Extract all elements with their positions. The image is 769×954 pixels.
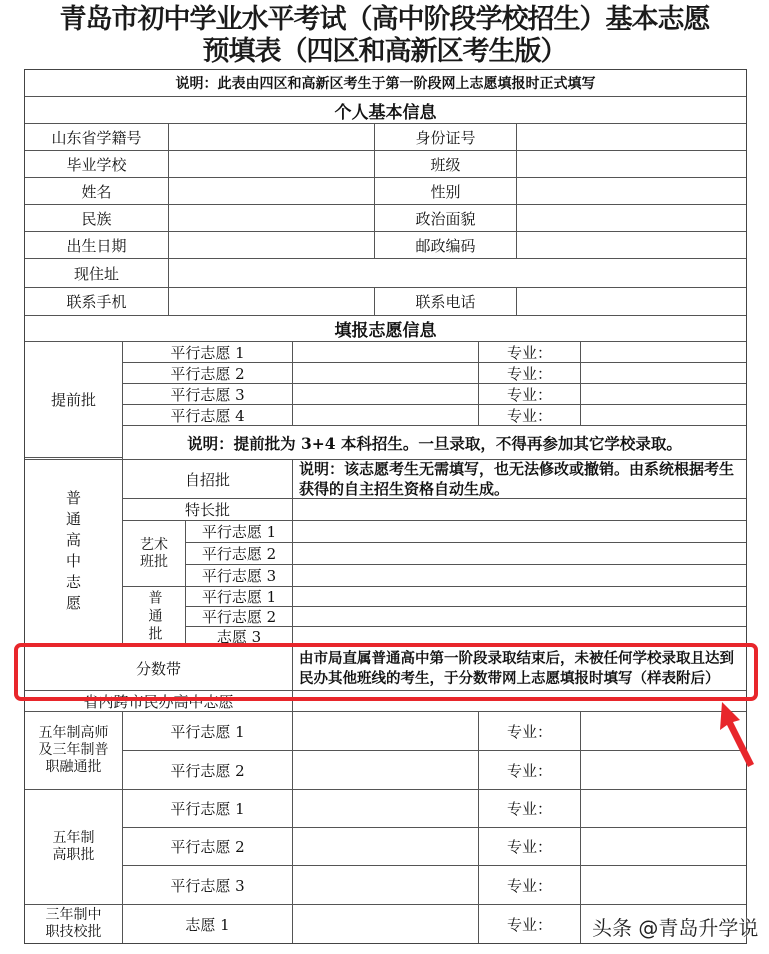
- art-choice-3-label: 平行志愿 3: [185, 564, 293, 587]
- label-mobile: 联系手机: [24, 287, 169, 316]
- label-birth-date: 出生日期: [24, 231, 169, 259]
- label-address: 现住址: [24, 258, 169, 288]
- label-political-status: 政治面貌: [374, 204, 517, 232]
- five-year-voc-choice-2-major-field[interactable]: [580, 827, 747, 866]
- five-year-voc-choice-2-major-label: 专业：: [478, 827, 581, 866]
- early-choice-4-major-label: 专业：: [478, 404, 581, 426]
- five-year-normal-label: 五年制高师及三年制普职融通批: [24, 711, 123, 790]
- five-year-voc-choice-3-major-label: 专业：: [478, 865, 581, 905]
- five-year-normal-choice-1-label: 平行志愿 1: [122, 711, 293, 751]
- regular-choice-2-label: 平行志愿 2: [185, 606, 293, 627]
- regular-batch-label-text: 普通批: [146, 589, 163, 644]
- field-gender[interactable]: [516, 177, 747, 205]
- art-choice-1-label: 平行志愿 1: [185, 520, 293, 543]
- score-band-highlight-box: [14, 643, 758, 701]
- five-year-normal-choice-1-field[interactable]: [292, 711, 479, 751]
- field-student-id[interactable]: [168, 123, 375, 151]
- self-enroll-label: 自招批: [122, 459, 293, 499]
- field-mobile[interactable]: [168, 287, 375, 316]
- five-year-voc-choice-2-field[interactable]: [292, 827, 479, 866]
- early-choice-1-field[interactable]: [292, 341, 479, 363]
- five-year-voc-choice-3-major-field[interactable]: [580, 865, 747, 905]
- five-year-voc-choice-1-label: 平行志愿 1: [122, 789, 293, 828]
- regular-choice-1-label: 平行志愿 1: [185, 586, 293, 607]
- five-year-voc-choice-1-field[interactable]: [292, 789, 479, 828]
- regular-choice-3-label: 志愿 3: [185, 626, 293, 647]
- score-band-label: 分数带: [24, 646, 293, 691]
- three-year-voc-choice-1-field[interactable]: [292, 904, 479, 944]
- form-title-line1: 青岛市初中学业水平考试（高中阶段学校招生）基本志愿: [59, 4, 710, 35]
- early-choice-2-major-field[interactable]: [580, 362, 747, 384]
- art-choice-1-field[interactable]: [292, 520, 747, 543]
- label-ethnicity: 民族: [24, 204, 169, 232]
- five-year-voc-choice-1-major-field[interactable]: [580, 789, 747, 828]
- label-student-id: 山东省学籍号: [24, 123, 169, 151]
- general-high-school-label-text: 普通高中志愿: [64, 490, 82, 616]
- early-choice-3-major-field[interactable]: [580, 383, 747, 405]
- label-postal-code: 邮政编码: [374, 231, 517, 259]
- five-year-voc-choice-1-major-label: 专业：: [478, 789, 581, 828]
- specialty-label: 特长批: [122, 498, 293, 521]
- early-choice-2-major-label: 专业：: [478, 362, 581, 384]
- early-choice-2-label: 平行志愿 2: [122, 362, 293, 384]
- red-arrow-icon: [712, 700, 762, 770]
- label-name: 姓名: [24, 177, 169, 205]
- label-school: 毕业学校: [24, 150, 169, 178]
- early-choice-3-field[interactable]: [292, 383, 479, 405]
- regular-batch-label: [122, 586, 186, 647]
- field-id-card[interactable]: [516, 123, 747, 151]
- label-gender: 性别: [374, 177, 517, 205]
- five-year-normal-choice-2-field[interactable]: [292, 750, 479, 790]
- three-year-voc-choice-1-label: 志愿 1: [122, 904, 293, 944]
- label-phone: 联系电话: [374, 287, 517, 316]
- field-political-status[interactable]: [516, 204, 747, 232]
- art-choice-3-field[interactable]: [292, 564, 747, 587]
- early-choice-1-label: 平行志愿 1: [122, 341, 293, 363]
- early-choice-3-label: 平行志愿 3: [122, 383, 293, 405]
- regular-choice-2-field[interactable]: [292, 606, 747, 627]
- five-year-normal-choice-2-major-label: 专业：: [478, 750, 581, 790]
- early-choice-1-major-label: 专业：: [478, 341, 581, 363]
- early-choice-3-major-label: 专业：: [478, 383, 581, 405]
- early-choice-2-field[interactable]: [292, 362, 479, 384]
- five-year-voc-choice-3-label: 平行志愿 3: [122, 865, 293, 905]
- early-choice-1-major-field[interactable]: [580, 341, 747, 363]
- five-year-voc-choice-3-field[interactable]: [292, 865, 479, 905]
- five-year-normal-choice-1-major-label: 专业：: [478, 711, 581, 751]
- three-year-vocational-label: 三年制中职技校批: [24, 904, 123, 944]
- header-note: 说明：此表由四区和高新区考生于第一阶段网上志愿填报时正式填写: [24, 69, 747, 97]
- art-choice-2-field[interactable]: [292, 542, 747, 565]
- three-year-voc-choice-1-major-label: 专业：: [478, 904, 581, 944]
- early-choice-4-major-field[interactable]: [580, 404, 747, 426]
- field-birth-date[interactable]: [168, 231, 375, 259]
- personal-info-title: 个人基本信息: [24, 96, 747, 124]
- cross-city-private-label: 省内跨市民办高中志愿: [24, 690, 293, 712]
- art-class-label: 艺术班批: [122, 520, 186, 587]
- field-school[interactable]: [168, 150, 375, 178]
- early-choice-4-label: 平行志愿 4: [122, 404, 293, 426]
- field-postal-code[interactable]: [516, 231, 747, 259]
- form-title-line2: 预填表（四区和高新区考生版）: [202, 36, 567, 67]
- early-choice-4-field[interactable]: [292, 404, 479, 426]
- five-year-vocational-label: 五年制高职批: [24, 789, 123, 905]
- specialty-field[interactable]: [292, 498, 747, 521]
- five-year-normal-choice-2-label: 平行志愿 2: [122, 750, 293, 790]
- art-choice-2-label: 平行志愿 2: [185, 542, 293, 565]
- five-year-voc-choice-2-label: 平行志愿 2: [122, 827, 293, 866]
- field-ethnicity[interactable]: [168, 204, 375, 232]
- early-batch-label: 提前批: [24, 341, 123, 458]
- watermark: 头条 @青岛升学说: [592, 916, 759, 940]
- field-phone[interactable]: [516, 287, 747, 316]
- early-batch-note: 说明：提前批为 3+4 本科招生。一旦录取，不得再参加其它学校录取。: [122, 425, 747, 460]
- general-high-school-label: [24, 459, 123, 647]
- self-enroll-note: 说明：该志愿考生无需填写，也无法修改或撤销。由系统根据考生获得的自主招生资格自动生成。: [292, 459, 747, 499]
- field-name[interactable]: [168, 177, 375, 205]
- label-class: 班级: [374, 150, 517, 178]
- score-band-note: 由市局直属普通高中第一阶段录取结束后，未被任何学校录取且达到民办其他班线的考生，于分数带网上志愿填报时填写（样表附后）: [292, 646, 747, 691]
- label-id-card: 身份证号: [374, 123, 517, 151]
- choices-title: 填报志愿信息: [24, 315, 747, 342]
- regular-choice-1-field[interactable]: [292, 586, 747, 607]
- field-address[interactable]: [168, 258, 747, 288]
- field-class[interactable]: [516, 150, 747, 178]
